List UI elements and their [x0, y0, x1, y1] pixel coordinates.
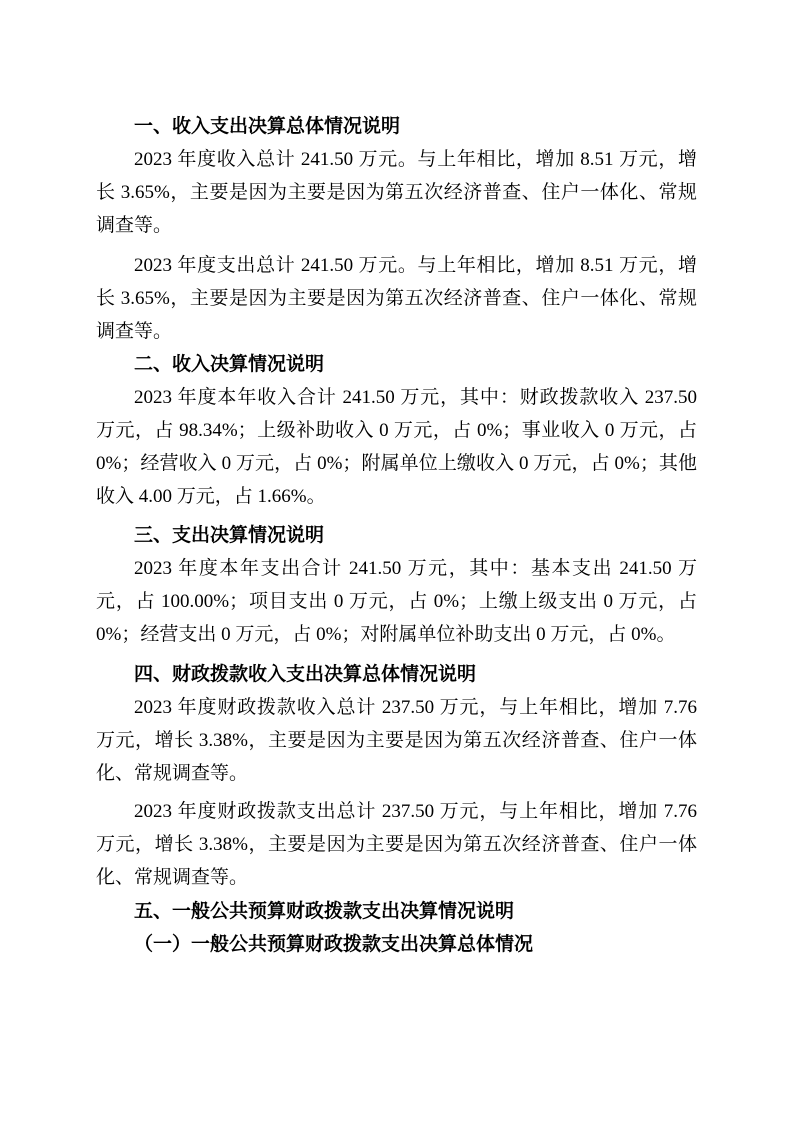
section-4-paragraph-2: 2023 年度财政拨款支出总计 237.50 万元，与上年相比，增加 7.76 万元，增长 3.38%，主要是因为主要是因为第五次经济普查、住户一体化、常规调查等。: [96, 801, 697, 888]
section-1-paragraph-1: 2023 年度收入总计 241.50 万元。与上年相比，增加 8.51 万元，增长 3.65%，主要是因为主要是因为第五次经济普查、住户一体化、常规调查等。: [96, 149, 697, 236]
section-4-heading: 四、财政拨款收入支出决算总体情况说明: [134, 664, 477, 685]
section-5-subheading: （一）一般公共预算财政拨款支出决算总体情况: [134, 934, 534, 955]
section-3-paragraph-1: 2023 年度本年支出合计 241.50 万元，其中：基本支出 241.50 万元，占 100.00%；项目支出 0 万元，占 0%；上缴上级支出 0 万元，占 0%；经营支出 0 万元，占 0%；对附属单位补助支出 0 万元，占 0%。: [96, 558, 697, 645]
section-2-paragraph-1: 2023 年度本年收入合计 241.50 万元，其中：财政拨款收入 237.50 万元，占 98.34%；上级补助收入 0 万元，占 0%；事业收入 0 万元，占 0%；经营收入 0 万元，占 0%；附属单位上缴收入 0 万元，占 0%；其他收入 4.00 万元，占 1.66%。: [96, 387, 697, 507]
section-1-heading: 一、收入支出决算总体情况说明: [134, 116, 401, 137]
section-5-heading: 五、一般公共预算财政拨款支出决算情况说明: [134, 901, 515, 922]
section-2-heading: 二、收入决算情况说明: [134, 354, 325, 375]
section-1-paragraph-2: 2023 年度支出总计 241.50 万元。与上年相比，增加 8.51 万元，增长 3.65%，主要是因为主要是因为第五次经济普查、住户一体化、常规调查等。: [96, 255, 697, 342]
section-4-paragraph-1: 2023 年度财政拨款收入总计 237.50 万元，与上年相比，增加 7.76 万元，增长 3.38%，主要是因为主要是因为第五次经济普查、住户一体化、常规调查等。: [96, 697, 697, 784]
section-3-heading: 三、支出决算情况说明: [134, 525, 325, 546]
